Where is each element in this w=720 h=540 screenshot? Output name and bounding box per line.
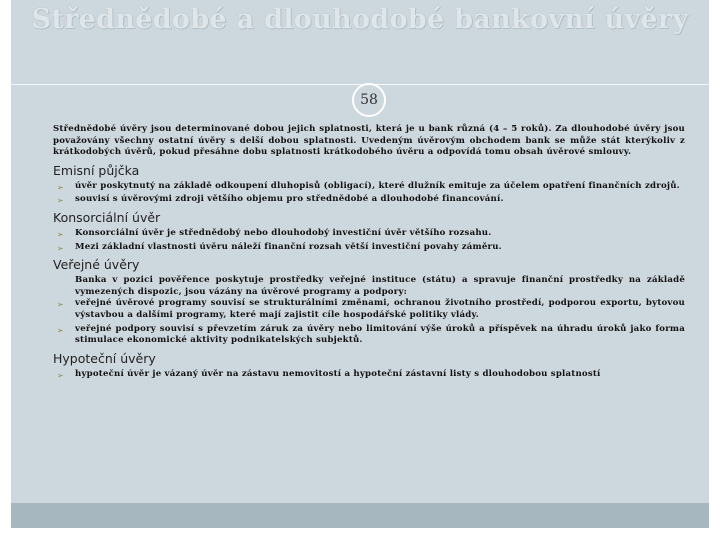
slide — [11, 0, 709, 528]
arrow-bullet-icon: ➢ — [57, 196, 64, 206]
footer-band — [11, 503, 709, 528]
section-heading-emisni-pujcka: Emisní půjčka — [53, 162, 140, 178]
section-heading-hypotecni-uvery: Hypoteční úvěry — [53, 350, 156, 366]
list-item: ➢ úvěr poskytnutý na základě odkoupení dluhopisů (obligací), které dlužník emituje za účelem opatření finančních zdrojů. — [57, 180, 680, 192]
section-list-konsorcialni-uver — [53, 228, 685, 253]
slide-content — [53, 124, 685, 380]
list-item: ➢ Mezi základní vlastnosti úvěru náleží finanční rozsah větší investiční povahy záměru. — [57, 241, 502, 253]
arrow-bullet-icon: ➢ — [57, 243, 64, 253]
arrow-bullet-icon: ➢ — [57, 370, 64, 380]
section-list-verejne-uvery — [53, 275, 685, 347]
page-number-badge: 58 — [352, 83, 386, 117]
section-heading-verejne-uvery: Veřejné úvěry — [53, 257, 140, 273]
list-item: ➢ Konsorciální úvěr je střednědobý nebo dlouhodobý investiční úvěr většího rozsahu. — [57, 227, 492, 239]
list-item: ➢ veřejné podpory souvisí s převzetím záruk za úvěry nebo limitování výše úroků a příspěvek na úhradu úroků jako forma stimulace ekonomické aktivity podnikatelských subjektů. — [57, 323, 685, 346]
arrow-bullet-icon: ➢ — [57, 300, 64, 310]
intro-paragraph: Střednědobé úvěry jsou determinované dobou jejich splatnosti, která je u bank různá (4 – 5 roků). Za dlouhodobé úvěry jsou považovány všechny ostatní úvěry s delší dobou splatnosti. Uvedeným úvěrovým obchodem bank se může stát kterýkoliv z krátkodobých úvěrů, pokud přesáhne dobu splatnosti krátkodobého úvěru a odpovídá tomu obsah úvěrové smlouvy. — [53, 124, 685, 158]
arrow-bullet-icon: ➢ — [57, 182, 64, 192]
arrow-bullet-icon: ➢ — [57, 325, 64, 335]
list-item: ➢ veřejné úvěrové programy souvisí se strukturálními změnami, ochranou životního prostředí, podporou exportu, bytovou výstavbou a dalšími programy, které mají zajistit cíle hospodářské politiky vlády. — [57, 298, 685, 320]
section-heading-konsorcialni-uver: Konsorciální úvěr — [53, 209, 161, 225]
list-item-plain: Banka v pozici pověřence poskytuje prostředky veřejné instituce (státu) a spravuje finanční prostředky na základě vymezených dispozic, jsou vázány na úvěrové programy a podpory: — [75, 275, 685, 297]
section-list-hypotecni-uvery — [53, 369, 685, 381]
section-list-emisni-pujcka — [53, 181, 685, 206]
slide-title: Střednědobé a dlouhodobé bankovní úvěry — [31, 4, 689, 35]
arrow-bullet-icon: ➢ — [57, 229, 64, 239]
list-item: ➢ hypoteční úvěr je vázaný úvěr na zástavu nemovitostí a hypoteční zástavní listy s dlouhodobou splatností — [57, 368, 601, 380]
list-item: ➢ souvisí s úvěrovými zdroji většího objemu pro střednědobé a dlouhodobé financování. — [57, 194, 504, 206]
